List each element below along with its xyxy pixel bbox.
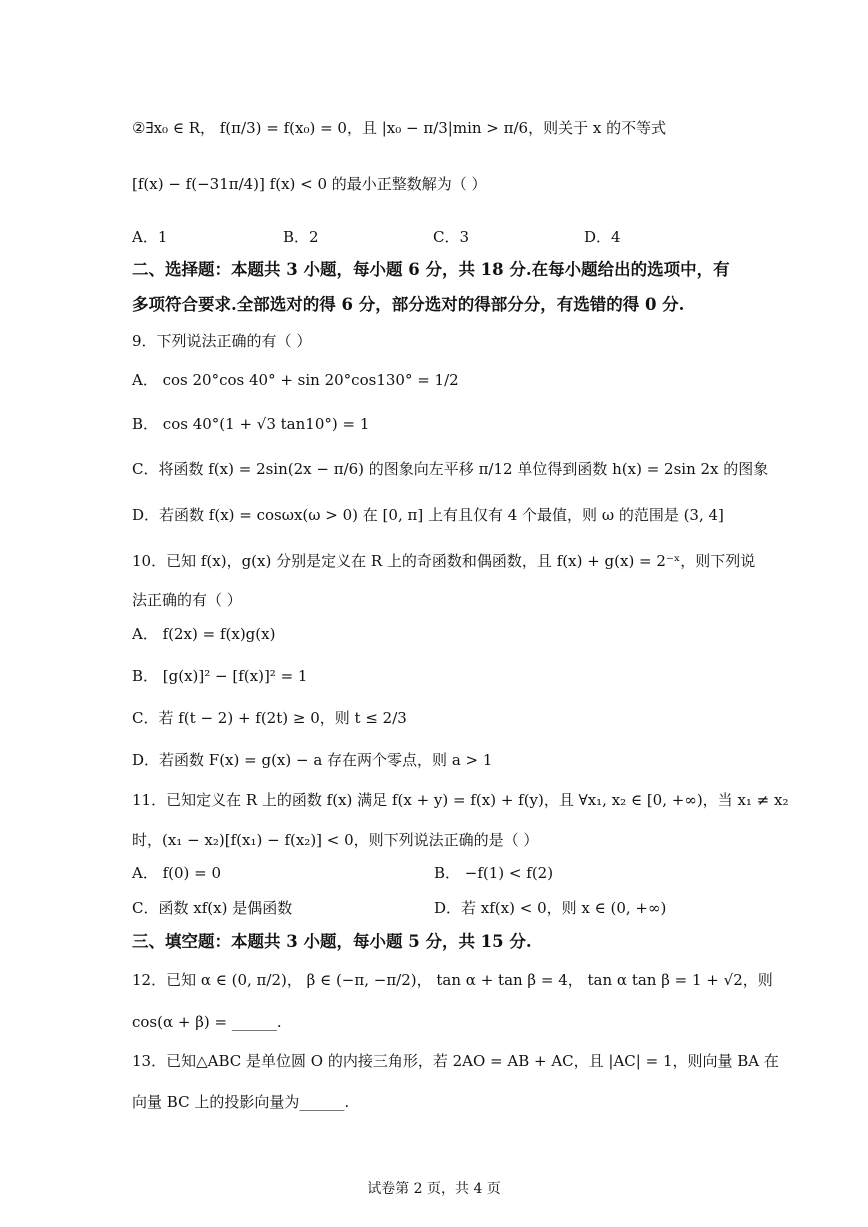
q8-option-a: A．1 (132, 228, 168, 246)
section3-heading: 三、填空题：本题共 3 小题，每小题 5 分，共 15 分. (132, 932, 532, 951)
page-footer: 试卷第 2 页，共 4 页 (367, 1181, 501, 1197)
q11-stem-line1: 11．已知定义在 R 上的函数 f(x) 满足 f(x + y) = f(x) + f(y)，且 ∀x₁, x₂ ∈ [0, +∞)，当 x₁ ≠ x₂ (132, 791, 789, 809)
q11-option-b: B． −f(1) < f(2) (434, 864, 554, 882)
q9-option-b: B． cos 40°(1 + √3 tan10°) = 1 (132, 415, 370, 433)
q8-option-b: B．2 (283, 228, 319, 246)
q9-option-c: C．将函数 f(x) = 2sin(2x − π/6) 的图象向左平移 π/12 单位得到函数 h(x) = 2sin 2x 的图象 (132, 460, 769, 478)
q10-option-b: B． [g(x)]² − [f(x)]² = 1 (132, 667, 308, 685)
q9-option-d: D．若函数 f(x) = cosωx(ω > 0) 在 [0, π] 上有且仅有 4 个最值，则 ω 的范围是 (3, 4] (132, 506, 724, 524)
q10-option-a: A． f(2x) = f(x)g(x) (132, 625, 276, 643)
q10-stem-line2: 法正确的有（ ） (132, 591, 242, 609)
q12-line2: cos(α + β) = ______. (132, 1013, 282, 1031)
section2-heading-line2: 多项符合要求.全部选对的得 6 分，部分选对的得部分分，有选错的得 0 分. (132, 295, 685, 314)
q13-line1: 13．已知△ABC 是单位圆 O 的内接三角形，若 2AO = AB + AC，且 |AC| = 1，则向量 BA 在 (132, 1052, 779, 1070)
q8-line1: ②∃x₀ ∈ R， f(π/3) = f(x₀) = 0，且 |x₀ − π/3|min > π/6，则关于 x 的不等式 (132, 119, 667, 137)
q10-stem-line1: 10．已知 f(x)，g(x) 分别是定义在 R 上的奇函数和偶函数，且 f(x) + g(x) = 2⁻ˣ，则下列说 (132, 552, 756, 570)
q10-option-c: C．若 f(t − 2) + f(2t) ≥ 0，则 t ≤ 2/3 (132, 709, 407, 727)
q8-option-d: D．4 (584, 228, 621, 246)
q8-line2: [f(x) − f(−31π/4)] f(x) < 0 的最小正整数解为（ ） (132, 175, 487, 193)
q8-option-c: C．3 (433, 228, 470, 246)
q11-option-d: D．若 xf(x) < 0，则 x ∈ (0, +∞) (434, 899, 667, 917)
q9-stem: 9．下列说法正确的有（ ） (132, 332, 312, 350)
q9-option-a: A． cos 20°cos 40° + sin 20°cos130° = 1/2 (132, 371, 459, 389)
q13-line2: 向量 BC 上的投影向量为______. (132, 1093, 350, 1111)
q11-option-a: A． f(0) = 0 (132, 864, 222, 882)
q12-line1: 12．已知 α ∈ (0, π/2)， β ∈ (−π, −π/2)， tan α + tan β = 4， tan α tan β = 1 + √2，则 (132, 971, 773, 989)
q11-option-c: C．函数 xf(x) 是偶函数 (132, 899, 293, 917)
section2-heading-line1: 二、选择题：本题共 3 小题，每小题 6 分，共 18 分.在每小题给出的选项中，有 (132, 260, 730, 279)
q10-option-d: D．若函数 F(x) = g(x) − a 存在两个零点，则 a > 1 (132, 751, 493, 769)
q11-stem-line2: 时，(x₁ − x₂)[f(x₁) − f(x₂)] < 0，则下列说法正确的是（ ） (132, 831, 539, 849)
